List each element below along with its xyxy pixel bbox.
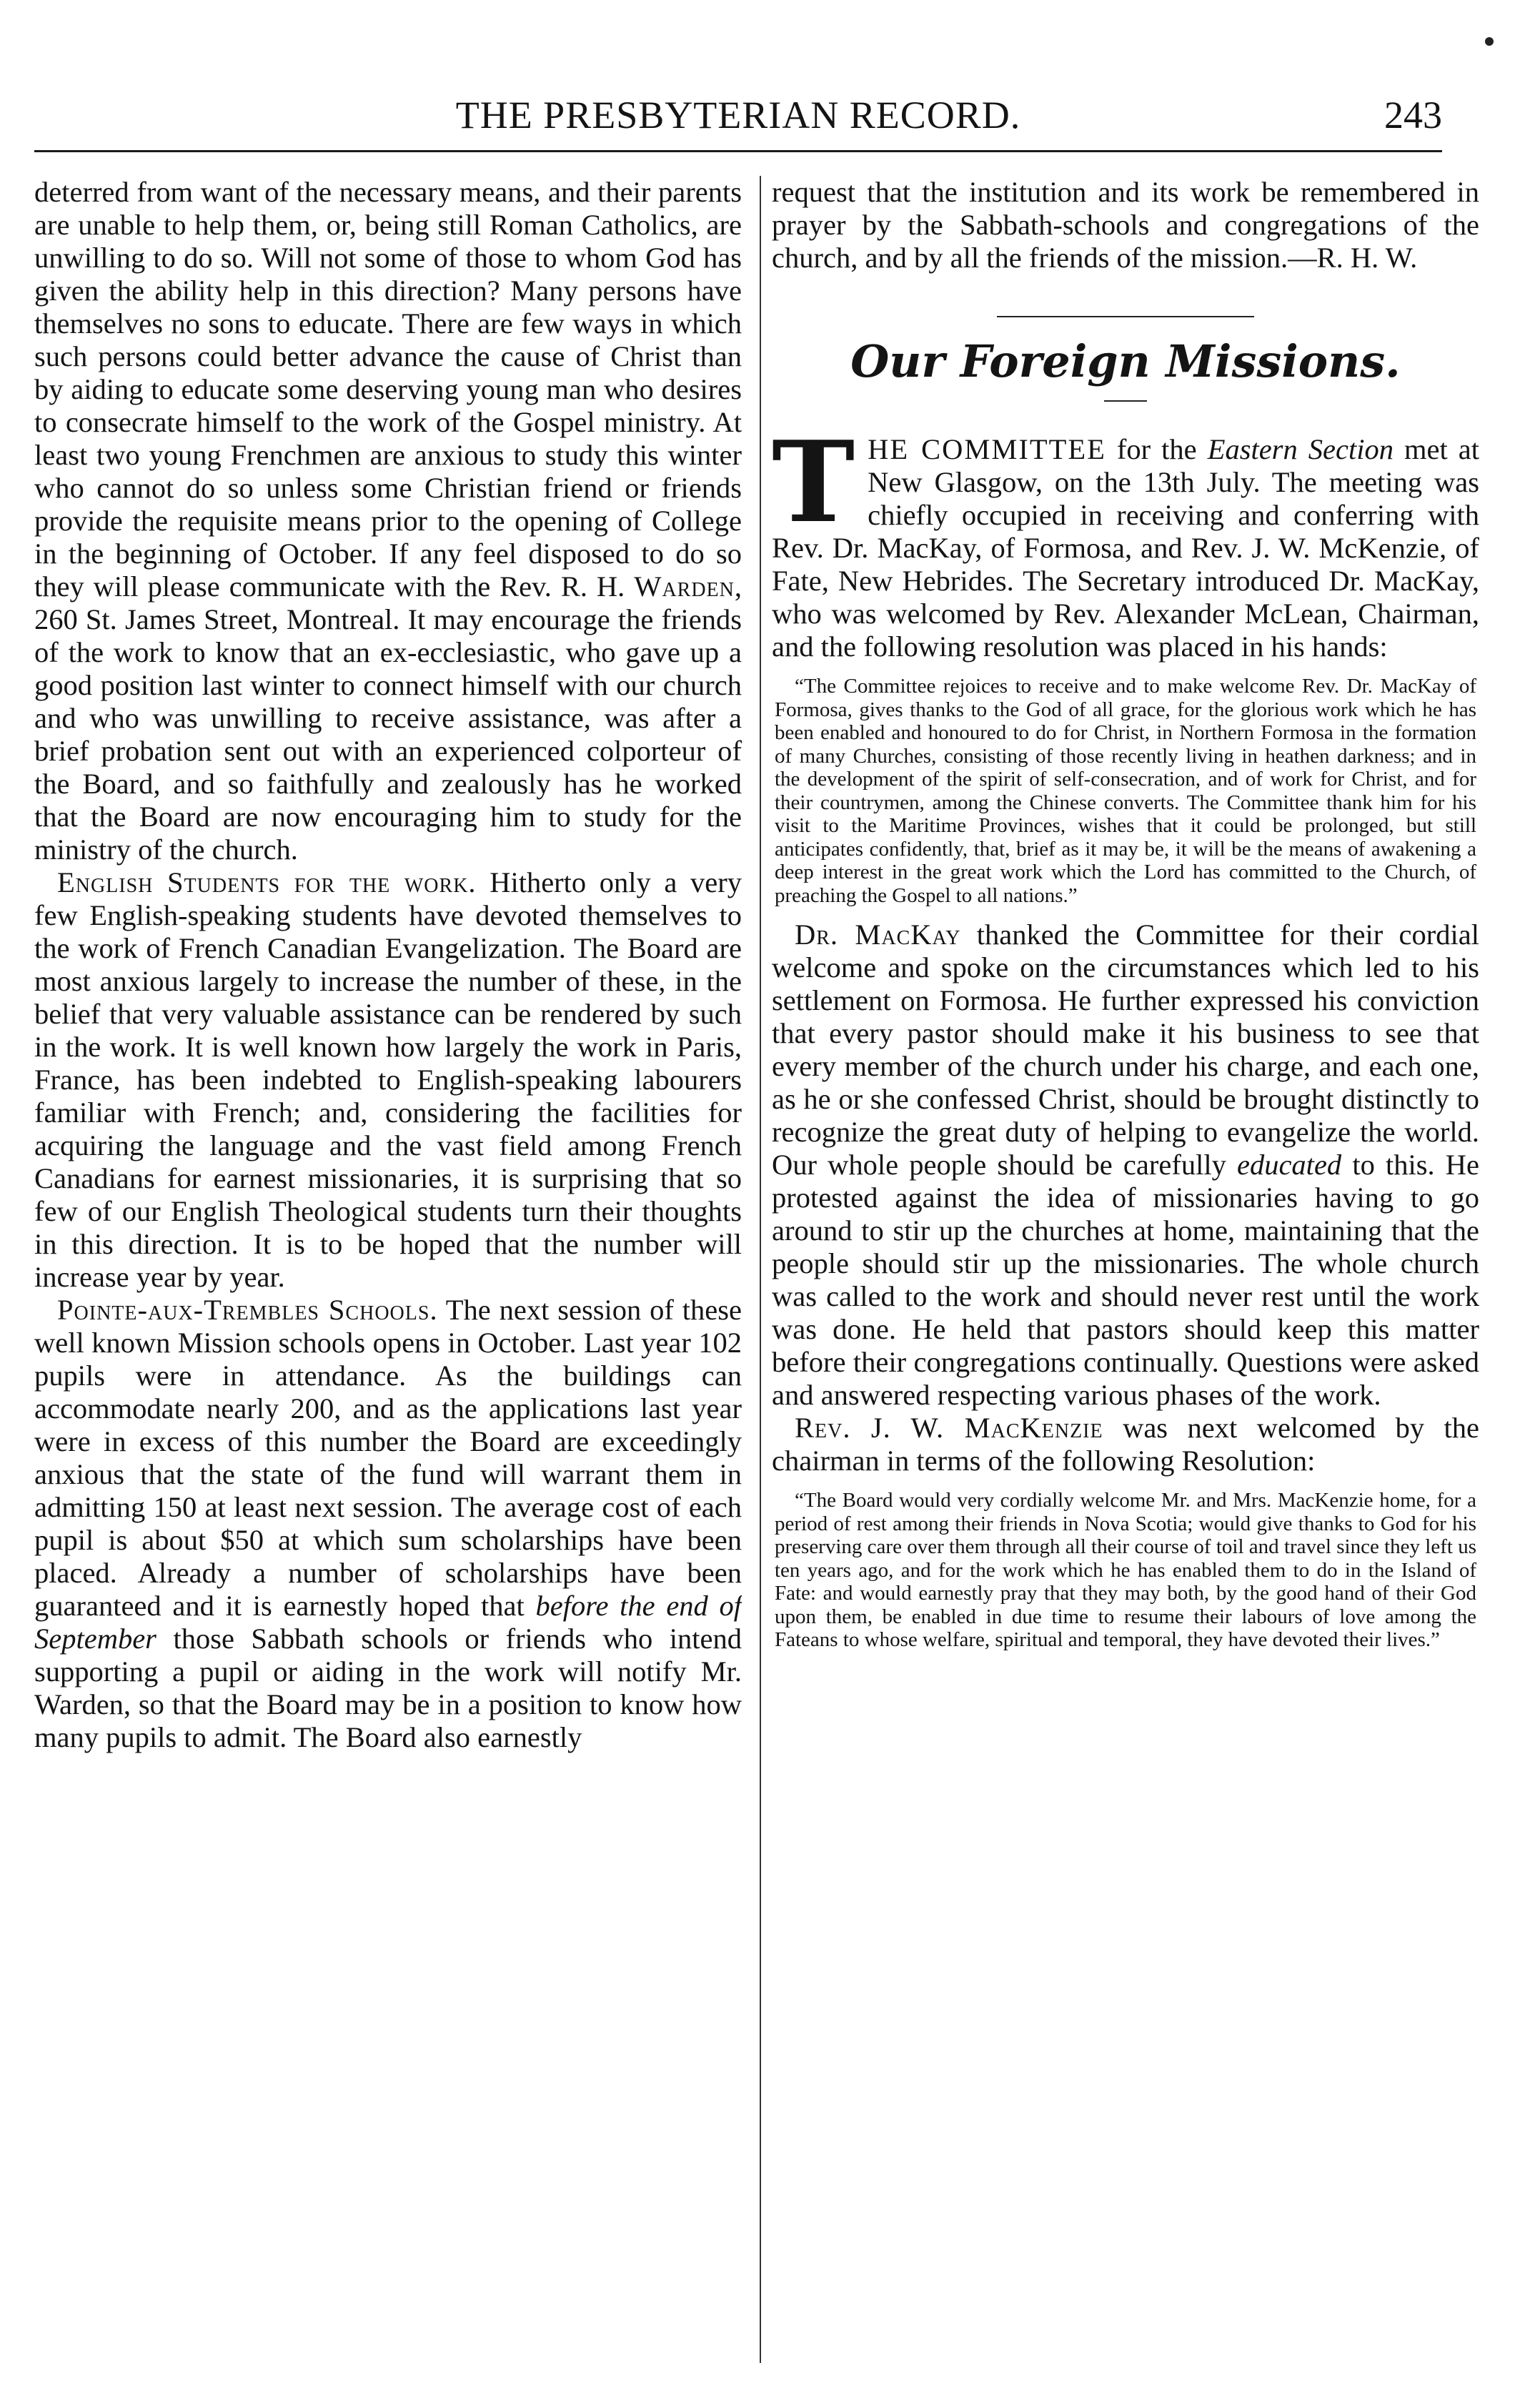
resolution-quote-mackenzie: “The Board would very cordially welcome Mr. and Mrs. MacKenzie home, for a period of rest among their friends in Nova Scotia; would give thanks to God for his preserving care over them through all their course of toil and travel since they left us ten years ago, and for the work which he has enabled them to do in the Island of Fate: and would earnestly pray that they may both, by the good hand of their God upon them, be enabled in due time to resume their labours of love among the Fateans to whose welfare, spiritual and temporal, they have devoted their lives.” [775, 1489, 1476, 1651]
page-header [34, 86, 1442, 152]
paragraph-text: for the [1106, 433, 1208, 465]
resolution-quote-mackay: “The Committee rejoices to receive and to make welcome Rev. Dr. MacKay of Formosa, gives thanks to the God of all grace, for the glorious work which he has been enabled and honoured to do for Christ, in Northern Formosa in the formation of many Churches, consisting of those recently living in heathen darkness; and in the development of the spirit of self-consecration, and of work for Christ, and for their countrymen, among the Chinese converts. The Committee thank him for his visit to the Maritime Provinces, wishes that it could be prolonged, but still anticipates confidently, that, brief as it may be, it will be the means of awakening a deep interest in the great work which the Lord has committed to the Church, of preaching the Gospel to all nations.” [775, 675, 1476, 907]
paragraph-text: to this. He protested against the idea of missionaries having to go around to stir up the churches at home, maintaining that the people should stir up the missionaries. The whole church was called to the work and should never rest until the work was done. He held that pastors should keep this matter before their congregations continually. Questions were asked and answered respecting various phases of the work. [772, 1149, 1479, 1411]
drop-cap: T [772, 417, 855, 548]
paragraph-dr-mackay [772, 918, 1479, 1412]
name-warden: Warden [634, 570, 735, 603]
running-title: THE PRESBYTERIAN RECORD. [455, 94, 1021, 137]
paragraph-french-students [34, 176, 742, 866]
paragraph-english-students [34, 866, 742, 1294]
paragraph-lead-heading: HE COMMITTEE [868, 433, 1106, 465]
paragraph-text: those Sabbath schools or friends who intend supporting a pupil or aiding in the work will notify Mr. Warden, so that the Board may be in a position to know how many pupils to admit. The Board also earnestly [34, 1622, 742, 1753]
left-column [34, 176, 742, 2363]
title-underline [1104, 400, 1147, 402]
paragraph-text: deterred from want of the necessary means, and their parents are unable to help them, or, being still Roman Catholics, are unwilling to do so. Will not some of those to whom God has given the ability help in this direction? Many persons have themselves no sons to educate. There are few ways in which such persons could better advance the cause of Christ than by aiding to educate some deserving young man who desires to consecrate himself to the work of the Gospel ministry. At least two young Frenchmen are anxious to study this winter who cannot do so unless some Christian friend or friends provide the requisite means prior to the opening of College in the beginning of October. If any feel disposed to do so they will please communicate with the Rev. R. H. [34, 176, 742, 603]
paragraph-text: met at New Glasgow, on the 13th July. The meeting was chiefly occupied in receiving and conferring with Rev. Dr. MacKay, of Formosa, and Rev. J. W. McKenzie, of Fate, New Hebrides. The Secretary introduced Dr. MacKay, who was welcomed by Rev. Alexander McLean, Chairman, and the following resolution was placed in his hands: [772, 433, 1479, 663]
emphasis-text: before the end of September [34, 1590, 742, 1655]
paragraph-text: The next session of these well known Mission schools opens in October. Last year 102 pupils were in attendance. As the buildings can accommodate nearly 200, and as the applications last year were in excess of this number the Board are exceedingly anxious that the state of the fund will warrant them in admitting 150 at least next session. The average cost of each pupil is about $50 at which sum scholarships have been placed. Already a number of scholarships have been guaranteed and it is earnestly hoped that [34, 1294, 742, 1622]
paragraph-lead-heading: Dr. MacKay [795, 918, 961, 951]
paragraph-lead-heading: English Students for the work. [57, 866, 477, 898]
section-title: Our Foreign Missions. [850, 335, 1401, 387]
paragraph-lead-heading: Rev. J. W. MacKenzie [795, 1412, 1103, 1444]
emphasis-text: Eastern Section [1207, 433, 1394, 465]
paragraph-mackenzie [772, 1412, 1479, 1477]
paragraph-continuation [772, 176, 1479, 274]
paragraph-text: , 260 St. James Street, Montreal. It may encourage the friends of the work to know that an ex-ecclesiastic, who gave up a good position last winter to connect himself with our church and who was unwilling to receive assistance, was after a brief probation sent out with an experienced colporteur of the Board, and so faithfully and zealously has he worked that the Board are now encouraging him to study for the ministry of the church. [34, 570, 742, 866]
paragraph-pointe-aux-trembles [34, 1294, 742, 1754]
column-divider [760, 176, 761, 2363]
paragraph-committee [772, 417, 1479, 663]
paragraph-text: thanked the Committee for their cordial welcome and spoke on the circumstances which led to his settlement on Formosa. He further expressed his conviction that every pastor should make it his business to see that every member of the church under his charge, and each one, as he or she confessed Christ, should be brought distinctly to recognize the great duty of helping to evangelize the world. Our whole people should be carefully [772, 918, 1479, 1181]
emphasis-text: educated [1236, 1149, 1342, 1181]
page-number: 243 [1384, 94, 1442, 137]
paragraph-text: request that the institution and its work be remembered in prayer by the Sabbath-schools and congregations of the church, and by all the friends of the mission.—R. H. W. [772, 176, 1479, 274]
paragraph-text: Hitherto only a very few English-speaking students have devoted themselves to the work of French Canadian Evangelization. The Board are most anxious largely to increase the number of these, in the belief that very valuable assistance can be rendered by such in the work. It is well known how largely the work in Paris, France, has been indebted to English-speaking labourers familiar with French; and, considering the facilities for acquiring the language and the vast field among French Canadians for earnest missionaries, it is surprising that so few of our English Theological students turn their thoughts in this direction. It is to be hoped that the number will increase year by year. [34, 866, 742, 1293]
paragraph-text: was next welcomed by the chairman in terms of the following Resolution: [772, 1412, 1479, 1477]
margin-dot-mark [1485, 37, 1494, 46]
right-column [772, 176, 1479, 2363]
section-divider [997, 316, 1254, 317]
paragraph-lead-heading: Pointe-aux-Trembles Schools. [57, 1294, 438, 1326]
